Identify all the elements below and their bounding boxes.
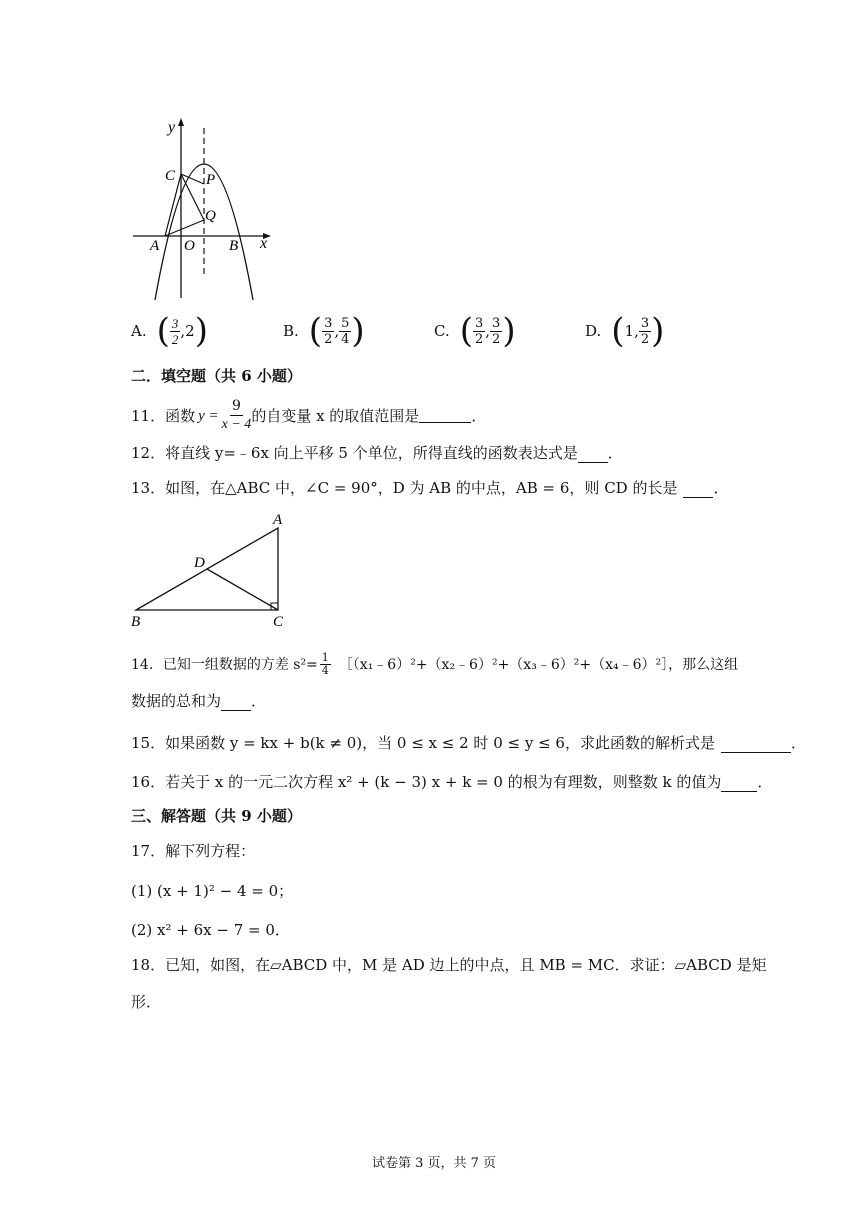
- question-11: [131, 398, 486, 433]
- choice-c-num1: 3: [474, 315, 484, 331]
- q13-end: ．: [713, 479, 729, 497]
- choice-c-den2: 2: [492, 331, 501, 347]
- q15-text: 15．如果函数 y = kx + b(k ≠ 0)，当 0 ≤ x ≤ 2 时 0 ≤ y ≤ 6，求此函数的解析式是: [131, 734, 715, 752]
- q12-end: ．: [607, 444, 623, 462]
- segment-cq: [181, 174, 204, 220]
- choice-b-den1: 2: [324, 331, 333, 347]
- q15-blank[interactable]: [721, 738, 791, 753]
- choice-a: A. ( $\frac{3}{2}$ , 2 ): [131, 311, 208, 351]
- question-17-title: 17．解下列方程：: [131, 842, 256, 860]
- question-13: [131, 478, 729, 498]
- label-q: Q: [205, 208, 216, 224]
- q15-end: ．: [790, 734, 806, 752]
- choice-a-num: 3: [171, 315, 179, 331]
- q14-end: ．: [251, 692, 267, 710]
- triangle-figure: [126, 508, 296, 632]
- label-c: C: [273, 614, 284, 630]
- q11-end: ．: [471, 406, 487, 425]
- q11-post: 的自变量 x 的取值范围是: [251, 406, 420, 425]
- choice-b-num2: 5: [341, 315, 350, 331]
- label-o: O: [184, 238, 195, 254]
- q14-frac-den: 4: [321, 664, 329, 677]
- choice-d-den2: 2: [640, 331, 650, 347]
- y-axis-arrow: [178, 118, 184, 126]
- q14-blank[interactable]: [221, 696, 251, 711]
- q16-text: 16．若关于 x 的一元二次方程 x² + (k − 3) x + k = 0 的根为有理数，则整数 k 的值为: [131, 773, 722, 791]
- section-3-title: 三、解答题（共 9 小题）: [131, 807, 302, 825]
- page-footer: 试卷第 3 页，共 7 页: [371, 1156, 497, 1171]
- label-a: A: [273, 512, 283, 528]
- question-18-line1: 18．已知，如图，在▱ABCD 中，M 是 AD 边上的中点，且 MB = MC．求证：▱ABCD 是矩: [131, 956, 767, 974]
- q11-lhs: y =: [198, 407, 219, 424]
- choice-b-letter: B.: [283, 322, 299, 340]
- q13-blank[interactable]: [683, 483, 713, 498]
- q13-text: 13．如图，在△ABC 中，∠C = 90°，D 为 AB 的中点，AB = 6，则 CD 的长是: [131, 479, 678, 497]
- label-b: B: [131, 614, 141, 630]
- label-c: C: [165, 168, 176, 184]
- q11-num: 9: [232, 398, 241, 414]
- choice-d: D. ( 1 , $\frac{3}{2}$ ): [585, 311, 665, 351]
- q11-pre: 函数: [165, 406, 196, 425]
- question-17-part2: (2) x² + 6x − 7 = 0．: [131, 921, 290, 939]
- question-14-line2: [131, 691, 266, 711]
- q11-den: x − 4: [221, 417, 252, 432]
- segment-cp: [181, 174, 204, 184]
- question-14-line1: [131, 652, 738, 677]
- q12-blank[interactable]: [578, 448, 608, 463]
- choice-a-den: 2: [171, 331, 179, 347]
- label-p: P: [206, 172, 216, 188]
- question-16: [131, 772, 772, 792]
- choice-d-first: 1: [624, 322, 635, 340]
- choice-b: B. ( $\frac{3}{2}$ , $\frac{5}{4}$ ): [283, 311, 365, 351]
- section-2-title: 二．填空题（共 6 小题）: [131, 367, 302, 385]
- segment-cd: [207, 569, 278, 610]
- q11-blank[interactable]: [419, 408, 471, 423]
- choice-b-num1: 3: [324, 315, 333, 331]
- label-b: B: [229, 238, 239, 254]
- q14-frac-num: 1: [321, 651, 329, 664]
- label-d: D: [194, 555, 205, 571]
- question-17-part1: (1) (x + 1)² − 4 = 0；: [131, 882, 294, 900]
- question-12: [131, 443, 623, 463]
- label-x: x: [260, 235, 268, 252]
- choice-a-letter: A.: [131, 322, 147, 340]
- q12-text: 12．将直线 y=﹣6x 向上平移 5 个单位，所得直线的函数表达式是: [131, 444, 578, 462]
- choice-b-den2: 4: [341, 331, 350, 347]
- choice-a-second: 2: [185, 322, 195, 340]
- q11-no: 11．: [131, 406, 166, 425]
- question-15: [131, 733, 806, 753]
- q14-pre: 14．已知一组数据的方差 s²=: [131, 656, 318, 673]
- label-a: A: [150, 238, 160, 254]
- choice-c: C. ( $\frac{3}{2}$ , $\frac{3}{2}$ ): [434, 311, 516, 351]
- q16-blank[interactable]: [721, 777, 757, 792]
- parabola-figure: [125, 112, 285, 304]
- choice-c-den1: 2: [474, 331, 484, 347]
- choice-d-letter: D.: [585, 322, 602, 340]
- q14-line2: 数据的总和为: [131, 692, 222, 710]
- q14-post: ［（x₁﹣6）²+（x₂﹣6）²+（x₃﹣6）²+（x₄﹣6）²］，那么这组: [338, 656, 739, 673]
- q16-end: ．: [757, 773, 773, 791]
- choice-c-letter: C.: [434, 322, 450, 340]
- choice-d-num2: 3: [640, 315, 650, 331]
- choice-c-num2: 3: [492, 315, 501, 331]
- question-18-line2: 形．: [131, 993, 162, 1011]
- label-y: y: [168, 119, 176, 136]
